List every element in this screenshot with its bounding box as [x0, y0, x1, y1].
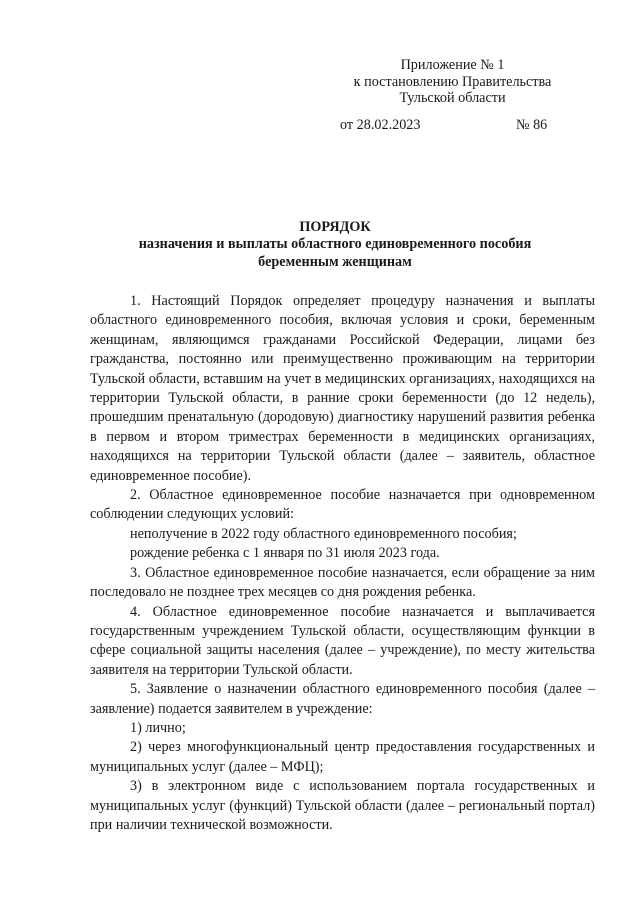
- paragraph-3: 3. Областное единовременное пособие назначается, если обращение за ним последовало не позднее трех месяцев со дня рождения ребенка.: [90, 564, 595, 601]
- title-line-1: ПОРЯДОК: [299, 219, 371, 235]
- paragraph-2-condition-a: неполучение в 2022 году областного единовременного пособия;: [130, 525, 517, 542]
- paragraph-2: 2. Областное единовременное пособие назначается при одновременном соблюдении следующих условий:: [90, 487, 595, 523]
- annex-line-3: Тульской области: [399, 90, 506, 106]
- annex-line-1: Приложение № 1: [400, 57, 505, 73]
- title-line-2: назначения и выплаты областного единовременного пособия: [138, 236, 532, 253]
- resolution-date: от 28.02.2023: [340, 117, 421, 133]
- document-body: [90, 292, 595, 835]
- paragraph-4: 4. Областное единовременное пособие назначается и выплачивается государственным учреждением Тульской области, осуществляющим функции в сфере социальной защиты населения (далее – учреждение), по месту жительства заявителя на территории Тульской области.: [90, 603, 595, 678]
- paragraph-5-item-1: 1) лично;: [130, 719, 186, 736]
- paragraph-2-condition-b: рождение ребенка с 1 января по 31 июля 2023 года.: [130, 545, 440, 562]
- annex-line-2: к постановлению Правительства: [353, 73, 552, 90]
- paragraph-1: 1. Настоящий Порядок определяет процедуру назначения и выплаты областного единовременного пособия, включая условия и сроки, беременным женщинам, являющимся гражданами Российской Федерации, лицами без гражданства, постоянно или преимущественно проживающим на территории Тульской области, вставшим на учет в медицинских организациях, находящихся на территории Тульской области, в ранние сроки беременности (до 12 недель), прошедшим пренатальную (дородовую) диагностику нарушений развития ребенка в первом и втором триместрах беременности в медицинских организациях, находящихся на территории Тульской области (далее – заявитель, областное единовременное пособие).: [90, 293, 595, 484]
- title-line-3: беременным женщинам: [258, 253, 412, 270]
- document-title: [90, 219, 580, 271]
- paragraph-5-item-2: 2) через многофункциональный центр предоставления государственных и муниципальных услуг (далее – МФЦ);: [90, 739, 595, 775]
- paragraph-5-item-3: 3) в электронном виде с использованием портала государственных и муниципальных услуг (функций) Тульской области (далее – региональный портал) при наличии технической возможности.: [90, 778, 595, 833]
- paragraph-5: 5. Заявление о назначении областного единовременного пособия (далее – заявление) подается заявителем в учреждение:: [90, 681, 595, 717]
- resolution-number: № 86: [516, 117, 548, 133]
- annex-header: [330, 57, 575, 107]
